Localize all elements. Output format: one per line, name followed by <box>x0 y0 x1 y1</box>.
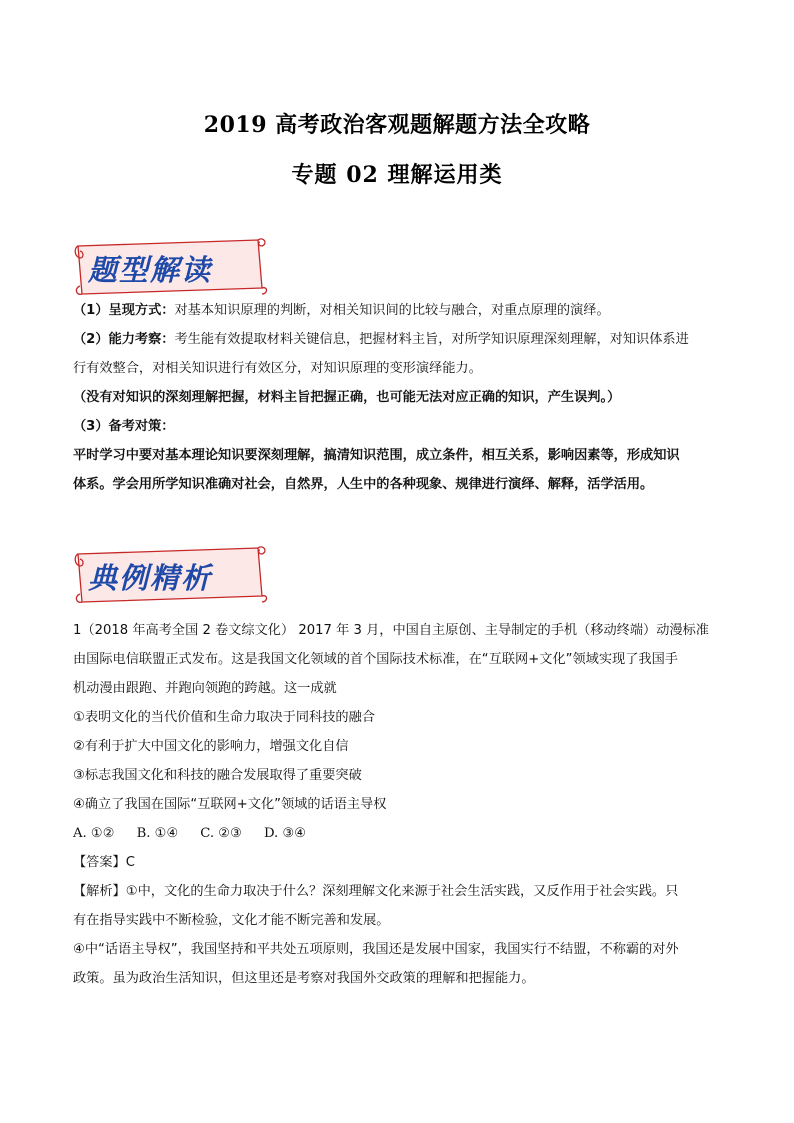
statement-4: ④确立了我国在国际“互联网+文化”领域的话语主导权 <box>73 797 387 812</box>
ability-label: （2）能力考察： <box>73 332 175 347</box>
analysis-line1: 【解析】①中，文化的生命力取决于什么？深刻理解文化来源于社会生活实践，又反作用于社会实践。只 <box>73 884 679 899</box>
question-line1: 1（2018 年高考全国 2 卷文综文化） 2017 年 3 月，中国自主原创、主导制定的手机（移动终端）动漫标准 <box>73 623 709 638</box>
document-title: 2019 高考政治客观题解题方法全攻略 <box>203 112 591 138</box>
document-subtitle: 专题 02 理解运用类 <box>291 162 503 188</box>
option-c: C. ②③ <box>200 826 242 841</box>
banner-title: 题型解读 <box>88 253 213 287</box>
question-line2: 由国际电信联盟正式发布。这是我国文化领域的首个国际技术标准，在“互联网+文化”领域实现了我国手 <box>73 652 678 667</box>
strategy-label: （3）备考对策： <box>73 419 175 434</box>
question-line3: 机动漫由跟跑、并跑向领跑的跨越。这一成就 <box>73 681 337 696</box>
section-banner-example <box>72 544 268 604</box>
presentation-label: （1）呈现方式： <box>73 303 175 318</box>
presentation-text: 对基本知识原理的判断，对相关知识间的比较与融合，对重点原理的演绎。 <box>174 303 610 318</box>
answer: 【答案】C <box>73 855 135 870</box>
note-text: （没有对知识的深刻理解把握，材料主旨把握正确，也可能无法对应正确的知识，产生误判。） <box>73 390 621 405</box>
section1-content <box>73 296 733 499</box>
ability-text-line1: 考生能有效提取材料关键信息，把握材料主旨，对所学知识原理深刻理解，对知识体系进 <box>174 332 689 347</box>
banner-title: 典例精析 <box>88 561 213 595</box>
statement-2: ②有利于扩大中国文化的影响力，增强文化自信 <box>73 739 349 754</box>
presentation-item <box>73 296 733 325</box>
analysis-line2: 有在指导实践中不断检验，文化才能不断完善和发展。 <box>73 913 390 928</box>
section2-content <box>73 616 733 993</box>
statement-3: ③标志我国文化和科技的融合发展取得了重要突破 <box>73 768 362 783</box>
option-b: B. ①④ <box>136 826 179 841</box>
ability-text-line2: 行有效整合，对相关知识进行有效区分，对知识原理的变形演绎能力。 <box>73 361 482 376</box>
option-d: D. ③④ <box>263 826 307 841</box>
section-banner-question-type <box>72 236 268 296</box>
options-row <box>73 819 733 848</box>
analysis-line3: ④中“话语主导权”，我国坚持和平共处五项原则，我国还是发展中国家，我国实行不结盟，不称霸的对外 <box>73 942 679 957</box>
ability-item <box>73 325 733 354</box>
strategy-text-line1: 平时学习中要对基本理论知识要深刻理解，搞清知识范围，成立条件，相互关系，影响因素等，形成知识 <box>73 448 680 463</box>
statement-1: ①表明文化的当代价值和生命力取决于同科技的融合 <box>73 710 375 725</box>
analysis-line4: 政策。虽为政治生活知识，但这里还是考察对我国外交政策的理解和把握能力。 <box>73 971 535 986</box>
option-a: A. ①② <box>73 826 115 841</box>
strategy-text-line2: 体系。学会用所学知识准确对社会，自然界，人生中的各种现象、规律进行演绎、解释，活学活用。 <box>73 477 654 492</box>
